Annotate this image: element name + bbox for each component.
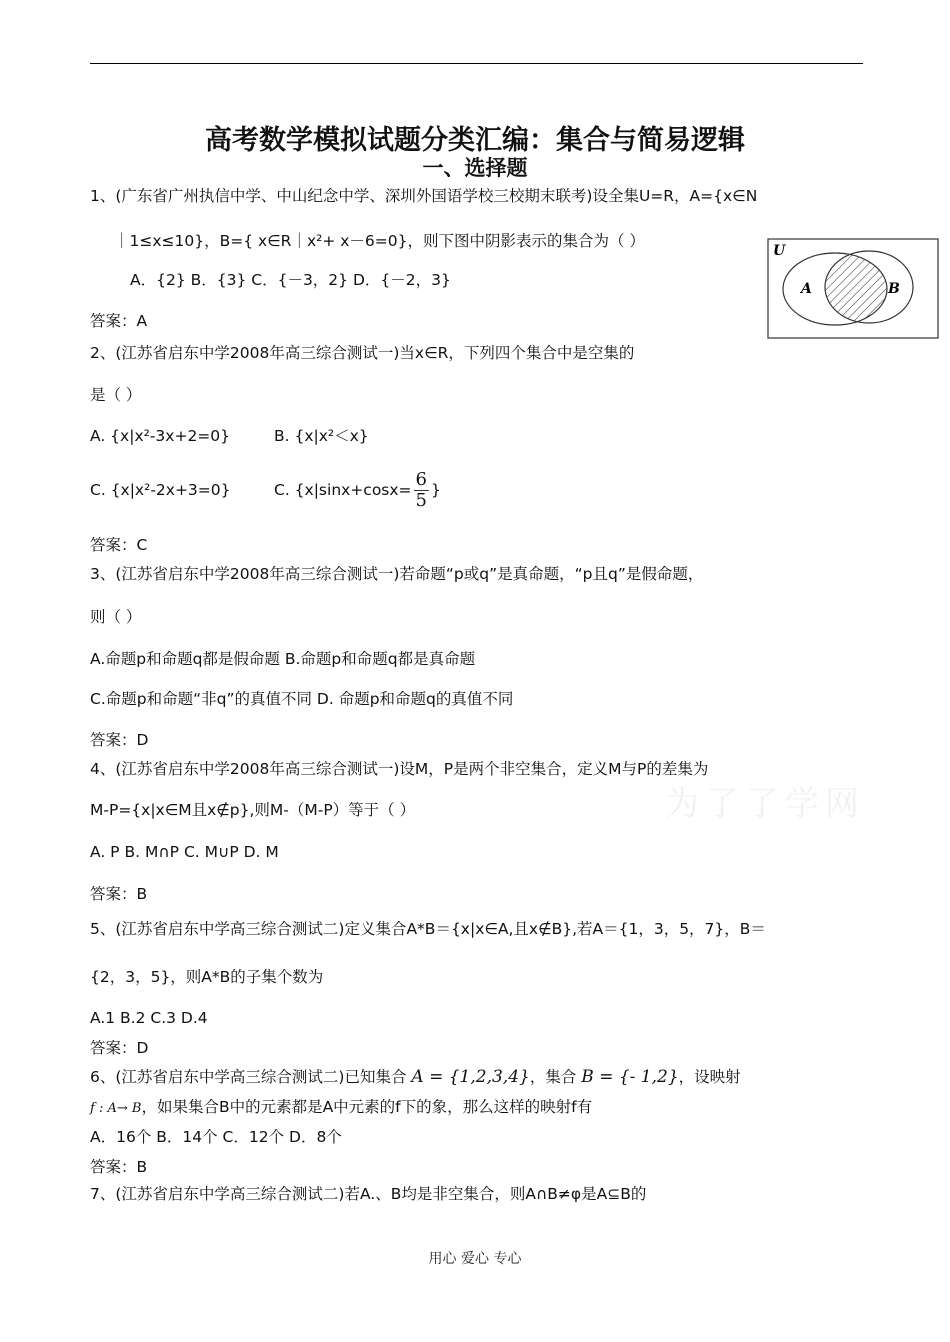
q6-line-1-middle: ，集合	[529, 1068, 577, 1086]
q5-line-1: 5、(江苏省启东中学高三综合测试二)定义集合A*B＝{x|x∈A,且x∉B},若A＝{1，3，5，7}，B＝	[90, 920, 766, 938]
q6-mapping: f : A→ B	[90, 1101, 142, 1116]
q1-answer: 答案：A	[90, 312, 148, 330]
q3-answer: 答案：D	[90, 731, 149, 749]
q6-line-2	[90, 1096, 592, 1120]
q3-line-1: 3、(江苏省启东中学2008年高三综合测试一)若命题“p或q”是真命题，“p且q”是假命题，	[90, 565, 704, 583]
q3-options-ab: A.命题p和命题q都是假命题 B.命题p和命题q都是真命题	[90, 650, 476, 668]
q2-option-a: A. {x|x²-3x+2=0}	[90, 427, 231, 445]
q6-set-b: B = {- 1,2}	[581, 1067, 679, 1087]
q3-line-2: 则（ ）	[90, 608, 142, 626]
q5-line-2: {2，3，5}，则A*B的子集个数为	[90, 968, 324, 986]
fraction	[414, 470, 429, 511]
header-rule	[90, 63, 863, 64]
fraction-denominator: 5	[415, 490, 427, 511]
venn-label-u: U	[773, 243, 786, 259]
q6-line-2-text: ，如果集合B中的元素都是A中元素的f下的象，那么这样的映射f有	[141, 1098, 593, 1116]
q4-answer: 答案：B	[90, 885, 148, 903]
venn-label-a: A	[801, 281, 812, 297]
q6-answer: 答案：B	[90, 1158, 148, 1176]
q4-line-2: M-P={x|x∈M且x∉p},则M-（M-P）等于（ ）	[90, 801, 416, 819]
q6-set-a: A = {1,2,3,4}	[411, 1067, 530, 1087]
q6-options: A．16个 B．14个 C．12个 D．8个	[90, 1128, 342, 1146]
q2-option-d	[274, 464, 441, 516]
q3-options-cd: C.命题p和命题“非q”的真值不同 D. 命题p和命题q的真值不同	[90, 690, 514, 708]
q2-line-1: 2、(江苏省启东中学2008年高三综合测试一)当x∈R，下列四个集合中是空集的	[90, 344, 635, 362]
watermark: 为了了学网	[665, 784, 865, 824]
q2-option-b: B. {x|x²＜x}	[274, 427, 369, 445]
q5-options: A.1 B.2 C.3 D.4	[90, 1009, 208, 1027]
q6-line-1-prefix: 6、(江苏省启东中学高三综合测试二)已知集合	[90, 1068, 407, 1086]
document-title: 高考数学模拟试题分类汇编：集合与简易逻辑	[205, 125, 745, 156]
section-heading: 一、选择题	[422, 155, 528, 180]
q2-option-c: C. {x|x²-2x+3=0}	[90, 481, 231, 499]
q7-line-1: 7、(江苏省启东中学高三综合测试二)若A.、B均是非空集合，则A∩B≠φ是A⊆B的	[90, 1185, 647, 1203]
q1-line-1: 1、(广东省广州执信中学、中山纪念中学、深圳外国语学校三校期末联考)设全集U=R，A={x∈N	[90, 187, 758, 205]
q2-line-2: 是（ ）	[90, 386, 142, 404]
page-footer: 用心 爱心 专心	[428, 1251, 522, 1267]
venn-label-b: B	[888, 281, 900, 297]
q1-line-2: ｜1≤x≤10}，B={ x∈R｜x²+ x－6=0}，则下图中阴影表示的集合为（ ）	[114, 232, 645, 250]
q6-line-1	[90, 1066, 741, 1088]
q2-option-d-prefix: C. {x|sinx+cosx=	[274, 481, 412, 499]
q4-options: A. P B. M∩P C. M∪P D. M	[90, 843, 279, 861]
q4-line-1: 4、(江苏省启东中学2008年高三综合测试一)设M，P是两个非空集合，定义M与P的差集为	[90, 760, 709, 778]
q2-option-d-suffix: }	[431, 481, 441, 499]
venn-diagram	[767, 238, 939, 339]
q1-options: A．{2} B．{3} C．{－3，2} D．{－2，3}	[130, 271, 451, 289]
q2-answer: 答案：C	[90, 536, 148, 554]
q5-answer: 答案：D	[90, 1039, 149, 1057]
q6-line-1-suffix: ，设映射	[678, 1068, 741, 1086]
fraction-numerator: 6	[415, 469, 427, 490]
